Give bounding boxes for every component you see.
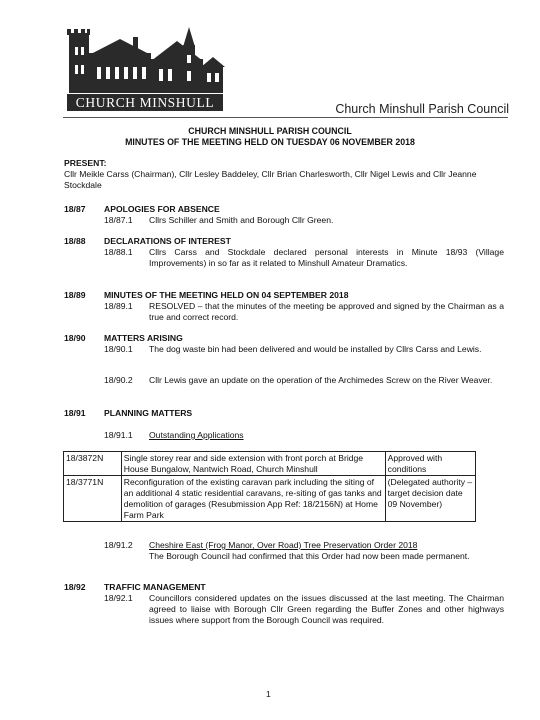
logo-text: CHURCH MINSHULL xyxy=(67,94,223,111)
item-number: 18/91.1 xyxy=(104,430,133,440)
title-line-1: CHURCH MINSHULL PARISH COUNCIL xyxy=(188,126,352,136)
item-text-block xyxy=(149,540,504,562)
application-ref: 18/3771N xyxy=(64,476,122,522)
item-text: Cllr Lewis gave an update on the operation of the Archimedes Screw on the River Weaver. xyxy=(149,375,493,385)
minute-heading: MATTERS ARISING xyxy=(104,333,183,343)
item-text: Cllrs Carss and Stockdale declared personal interests in Minute 18/93 (Village Improvements) in so far as it related to Minshull Amateur Dramatics. xyxy=(149,247,504,268)
item-text: Cllrs Schiller and Smith and Borough Cllr Green. xyxy=(149,215,334,225)
minute-heading: APOLOGIES FOR ABSENCE xyxy=(104,204,220,214)
table-row xyxy=(64,476,476,522)
item-number: 18/90.2 xyxy=(104,375,133,385)
applications-table xyxy=(63,451,476,522)
item-text: The dog waste bin had been delivered and would be installed by Cllrs Carss and Lewis. xyxy=(149,344,482,354)
title-line-2: MINUTES OF THE MEETING HELD ON TUESDAY 06 NOVEMBER 2018 xyxy=(125,137,415,148)
present-attendees: Cllr Meikle Carss (Chairman), Cllr Lesley Baddeley, Cllr Brian Charlesworth, Cllr Nigel Lewis and Cllr Jeanne Stockdale xyxy=(64,169,477,190)
item-number: 18/87.1 xyxy=(104,215,133,225)
minute-number: 18/87 xyxy=(64,204,86,214)
minute-heading: MINUTES OF THE MEETING HELD ON 04 SEPTEMBER 2018 xyxy=(104,290,349,300)
item-text: The Borough Council had confirmed that this Order had now been made permanent. xyxy=(149,551,470,561)
header-divider xyxy=(63,117,508,118)
application-ref: 18/3872N xyxy=(64,452,122,476)
item-number: 18/90.1 xyxy=(104,344,133,354)
item-title: Outstanding Applications xyxy=(149,430,244,440)
application-description: Reconfiguration of the existing caravan park including the siting of an additional 4 static residential caravans, re-siting of gas tanks and demolition of garages (Resubmission App Ref: 18/2156N) at Home Farm Park xyxy=(121,476,385,522)
minute-number: 18/91 xyxy=(64,408,86,418)
application-status: (Delegated authority – target decision date 09 November) xyxy=(385,476,475,522)
minute-heading: TRAFFIC MANAGEMENT xyxy=(104,582,206,592)
minute-number: 18/92 xyxy=(64,582,86,592)
present-label: PRESENT: xyxy=(64,158,107,168)
item-number: 18/88.1 xyxy=(104,247,133,257)
item-number: 18/92.1 xyxy=(104,593,133,603)
table-row xyxy=(64,452,476,476)
page-number: 1 xyxy=(266,689,271,699)
item-number: 18/89.1 xyxy=(104,301,133,311)
minute-number: 18/89 xyxy=(64,290,86,300)
item-title: Cheshire East (Frog Manor, Over Road) Tree Preservation Order 2018 xyxy=(149,540,418,550)
item-number: 18/91.2 xyxy=(104,540,133,550)
minute-number: 18/90 xyxy=(64,333,86,343)
application-status: Approved with conditions xyxy=(385,452,475,476)
document-title xyxy=(60,126,480,149)
minute-heading: DECLARATIONS OF INTEREST xyxy=(104,236,231,246)
church-minshull-logo xyxy=(65,25,226,113)
council-name-header: Church Minshull Parish Council xyxy=(335,102,509,116)
item-text: RESOLVED – that the minutes of the meeting be approved and signed by the Chairman as a true and correct record. xyxy=(149,301,504,322)
minute-heading: PLANNING MATTERS xyxy=(104,408,193,418)
church-silhouette-icon xyxy=(65,25,226,95)
item-text: Councillors considered updates on the issues discussed at the last meeting. The Chairman agreed to liaise with Borough Cllr Green regarding the Buffer Zones and other highways issues where support from the Borough Council was required. xyxy=(149,593,504,625)
minute-number: 18/88 xyxy=(64,236,86,246)
application-description: Single storey rear and side extension with front porch at Bridge House Bungalow, Nantwich Road, Church Minshull xyxy=(121,452,385,476)
